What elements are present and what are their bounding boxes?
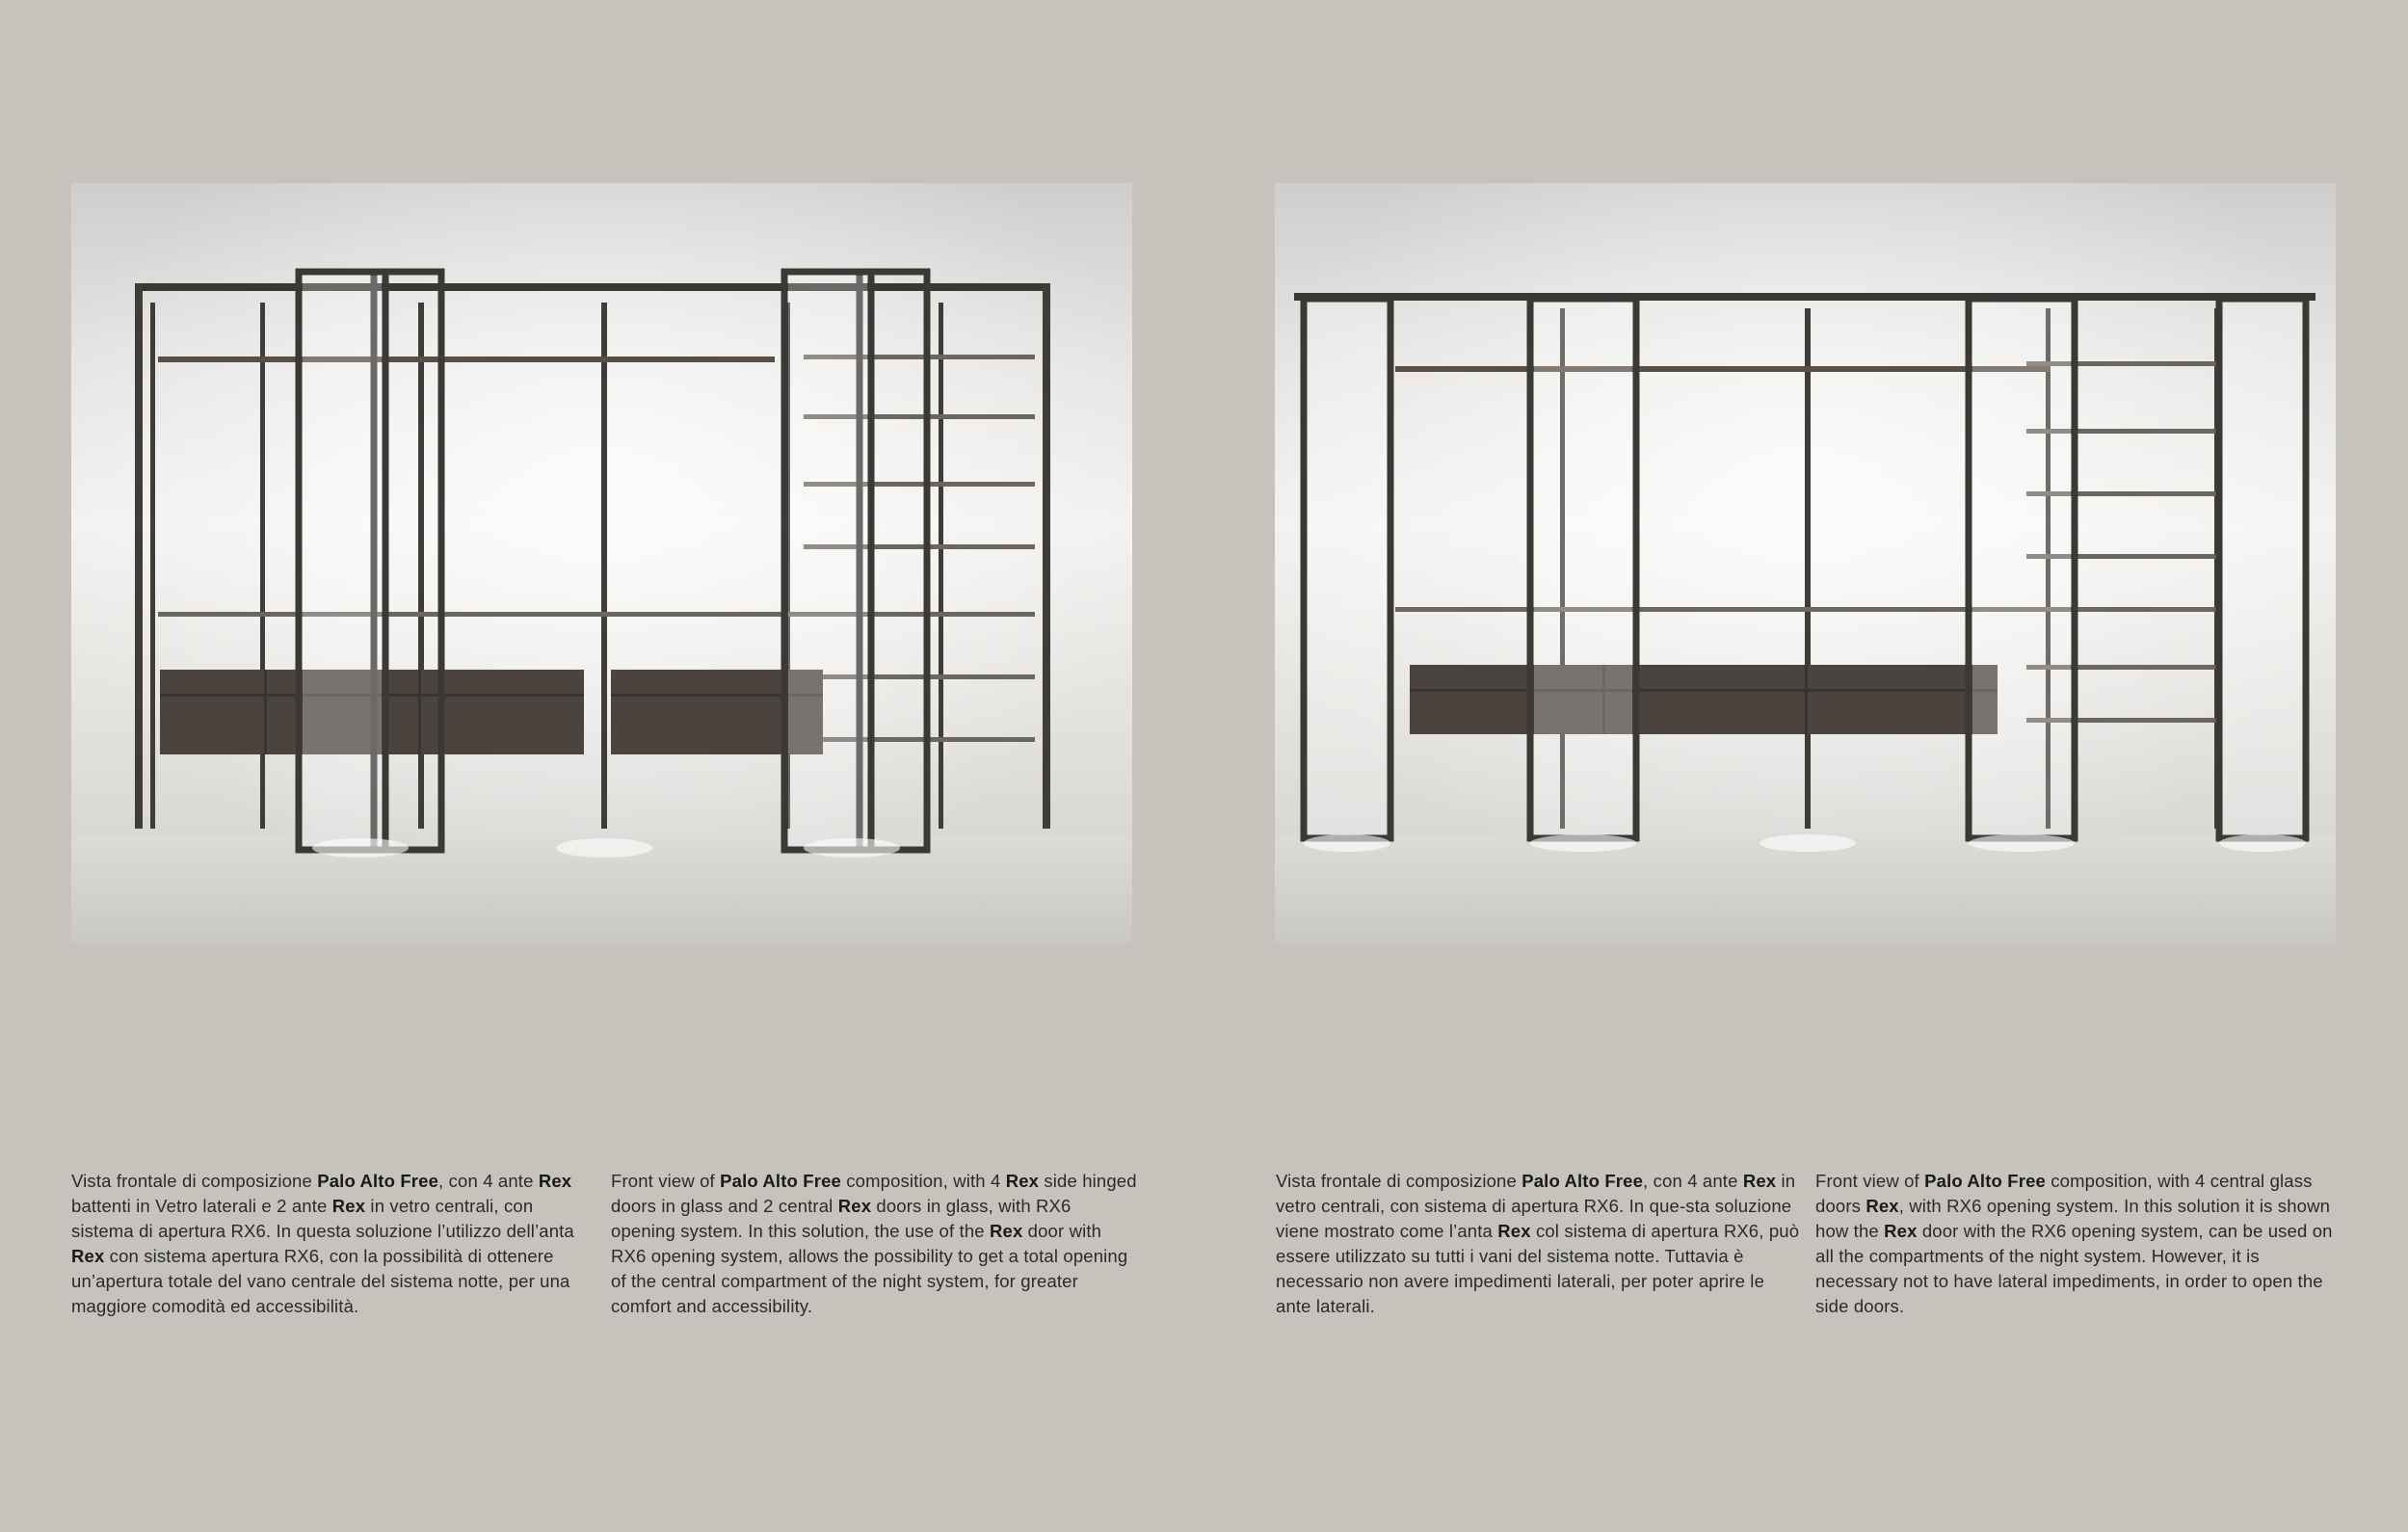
caption-text-run: , with RX6 opening system. In this solution it is shown how the: [1815, 1196, 2331, 1241]
caption-text-run: composition, with 4: [840, 1171, 1006, 1191]
caption-bold-run: Palo Alto Free: [317, 1171, 439, 1191]
caption-bold-run: Palo Alto Free: [1522, 1171, 1644, 1191]
caption-bold-run: Rex: [837, 1196, 872, 1216]
caption-bold-run: Rex: [538, 1171, 572, 1191]
caption-text-run: Vista frontale di composizione: [1276, 1171, 1522, 1191]
caption-bold-run: Palo Alto Free: [1924, 1171, 2046, 1191]
caption-bold-run: Palo Alto Free: [720, 1171, 841, 1191]
caption-left-english: [611, 1169, 1137, 1319]
wardrobe-illustration-right: [1275, 183, 2336, 943]
wardrobe-photo-right: [1275, 183, 2336, 943]
caption-bold-run: Rex: [1884, 1221, 1918, 1241]
caption-bold-run: Rex: [1497, 1221, 1531, 1241]
caption-text-run: battenti in Vetro laterali e 2 ante: [71, 1196, 332, 1216]
caption-right-italian: [1276, 1169, 1802, 1319]
caption-text-run: in vetro centrali, con sistema di apertura RX6. In que-sta soluzione viene mostrato come l’anta: [1276, 1171, 1796, 1241]
caption-text-run: Front view of: [611, 1171, 721, 1191]
wardrobe-illustration-left: [71, 183, 1132, 943]
caption-text-run: Front view of: [1815, 1171, 1925, 1191]
caption-text-run: , con 4 ante: [1643, 1171, 1743, 1191]
caption-text-run: composition, with 4 central glass doors: [1815, 1171, 2313, 1216]
caption-bold-run: Rex: [990, 1221, 1023, 1241]
wardrobe-photo-left: [71, 183, 1132, 943]
caption-text-run: con sistema apertura RX6, con la possibilità di ottenere un’apertura totale del vano centrale del sistema notte, per una maggiore comodità ed accessibilità.: [71, 1246, 570, 1316]
caption-text-run: in vetro centrali, con sistema di apertura RX6. In questa soluzione l’utilizzo dell’anta: [71, 1196, 574, 1241]
caption-bold-run: Rex: [1866, 1196, 1899, 1216]
caption-text-run: , con 4 ante: [438, 1171, 539, 1191]
caption-text-run: side hinged doors in glass and 2 central: [611, 1171, 1137, 1216]
caption-left-italian: [71, 1169, 597, 1319]
caption-text-run: Vista frontale di composizione: [71, 1171, 318, 1191]
caption-text-run: door with the RX6 opening system, can be used on all the compartments of the night system. However, it is necessary not to have lateral impediments, in order to open the side doors.: [1815, 1221, 2333, 1316]
caption-bold-run: Rex: [1742, 1171, 1777, 1191]
caption-text-run: doors in glass, with RX6 opening system. In this solution, the use of the: [611, 1196, 1072, 1241]
caption-bold-run: Rex: [331, 1196, 366, 1216]
caption-bold-run: Rex: [1005, 1171, 1040, 1191]
caption-bold-run: Rex: [71, 1246, 105, 1266]
caption-text-run: door with RX6 opening system, allows the possibility to get a total opening of the central compartment of the night system, for greater comfort and accessibility.: [611, 1221, 1128, 1316]
caption-right-english: [1815, 1169, 2342, 1319]
caption-text-run: col sistema di apertura RX6, può essere utilizzato su tutti i vani del sistema notte. Tuttavia è necessario non avere impedimenti laterali, per poter aprire le ante laterali.: [1276, 1221, 1800, 1316]
